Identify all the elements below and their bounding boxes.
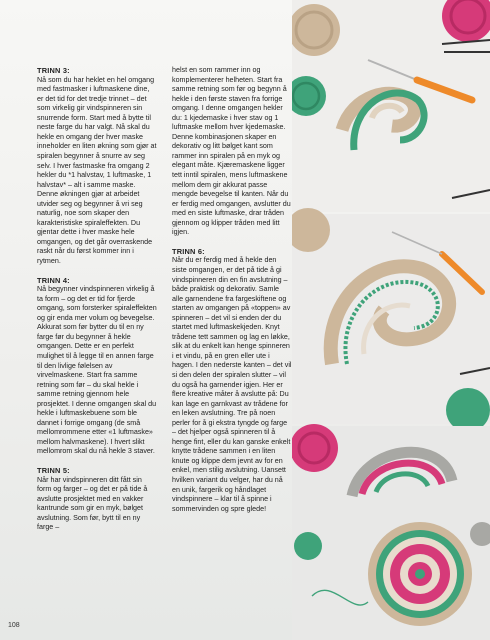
paragraph-trinn-6: Når du er ferdig med å hekle den siste omgangen, er det på tide å gi vindspinneren din en fin avslutning – både praktisk og dekorativ. Samle alle garnendene fra fargeskiftene og starten av omgangen på «toppen» av spinneren – det vil si enden der du startet med luftmaskekjeden. Knyt trådene tett sammen og lag en løkke, slik at du enkelt kan henge spinneren i et vindu, på en gren eller ute i hagen. I den nederste kanten – det vil si den delen der spiralen slutter – vil du også ha garnender igjen. Her er flere kreative måter å avslutte på: Du kan lage en garnkvast av trådene for en leken avslutning. Tre på noen perler for å gi ekstra tyngde og farge – det hjelper også spinneren til å henge fint, eller du kan ganske enkelt knytte trådene sammen i en liten knute og klippe dem jevnt av for en enkel, men stilig avslutning. Uansett hvilken variant du velger, har du nå en unik, fargerik og håndlaget vindspinnere – klar til å spinne i sommervinden og spre glede! [172,256,292,513]
photo-column [292,0,490,640]
photo-crochet-spiral-pink [292,424,490,640]
page-number: 108 [8,622,20,629]
paragraph-trinn-5-cont: helst en som rammer inn og komplementerer helheten. Start fra samme retning som før og begynn å hekle i den første staven fra forrige omgang. I denne omgangen hekler du: 1 kjedemaske i hver stav og 1 luftmaske mellom hver kjedemaske. Denne kombinasjonen skaper en dekorativ og litt bølget kant som rammer inn spiralen på en myk og elegant måte. Kjæremaskene ligger tett inntil spiralen, mens luftmaskene mellom dem gir akkurat passe mengde bevegelse til kanten. Når du er ferdig med omgangen, avslutter du med en siste luftmaske, drar tråden gjennom og klipper tråden med litt igjen. [172,66,291,237]
heading-trinn-4: TRINN 4: [37,275,70,285]
heading-trinn-3: TRINN 3: [37,66,70,75]
paragraph-trinn-3: Nå som du har heklet en hel omgang med fastmasker i luftmaskene dine, er det tid for det tredje trinnet – det som virkelig gir vindspinneren sin snurrende form. Start med å bytte til neste farge du har valgt. Nå skal du hekle en omgang der hver maske inneholder en liten økning som gjør at spiralen begynner å snurre av seg selv. I hver fastmaske fra omgang 2 hekler du *1 halvstav, 1 luftmaske, 1 halvstav* – alt i samme maske. Denne økningen gjør at arbeidet utvider seg og begynner å vri seg naturlig, noe som skaper den karakteristiske spiraleffekten. Du gjentar dette i hver maske hele omgangen, og det går overraskende raskt når du først kommer inn i rytmen. [37,75,157,265]
heading-trinn-5: TRINN 5: [37,465,70,475]
paragraph-trinn-4: Nå begynner vindspinneren virkelig å ta form – og det er tid for fjerde omgang, som forsterker spiraleffekten og gir enda mer volum og bevegelse. Akkurat som før bytter du til en ny farge før du begynner å hekle omgangen. Dette er en perfekt mulighet til å legge til en annen farge til den livlige følelsen av virvelmaskene. Start fra samme retning som før – du skal hekle i samme retning gjennom hele prosjektet. I denne omgangen skal du hekle i luftmaskebuene som ble dannet i forrige omgang (de små mellomrommene etter «1 luftmaske» mellom halvmaskene). I hvert slikt mellomrom skal du nå hekle 3 staver. [37,285,157,456]
text-column-1 [37,66,157,533]
heading-trinn-6: TRINN 6: [172,246,205,256]
paragraph-trinn-5: Når har vindspinneren ditt fått sin form og farger – og det er på tide å avslutte prosjektet med en vakker kantrunde som gir en myk, bølget avslutning. Som før, bytt til en ny farge – [37,475,148,532]
text-column-2 [172,66,292,514]
photo-crochet-spiral-green [292,0,490,212]
photo-crochet-spiral-beige [292,208,490,432]
